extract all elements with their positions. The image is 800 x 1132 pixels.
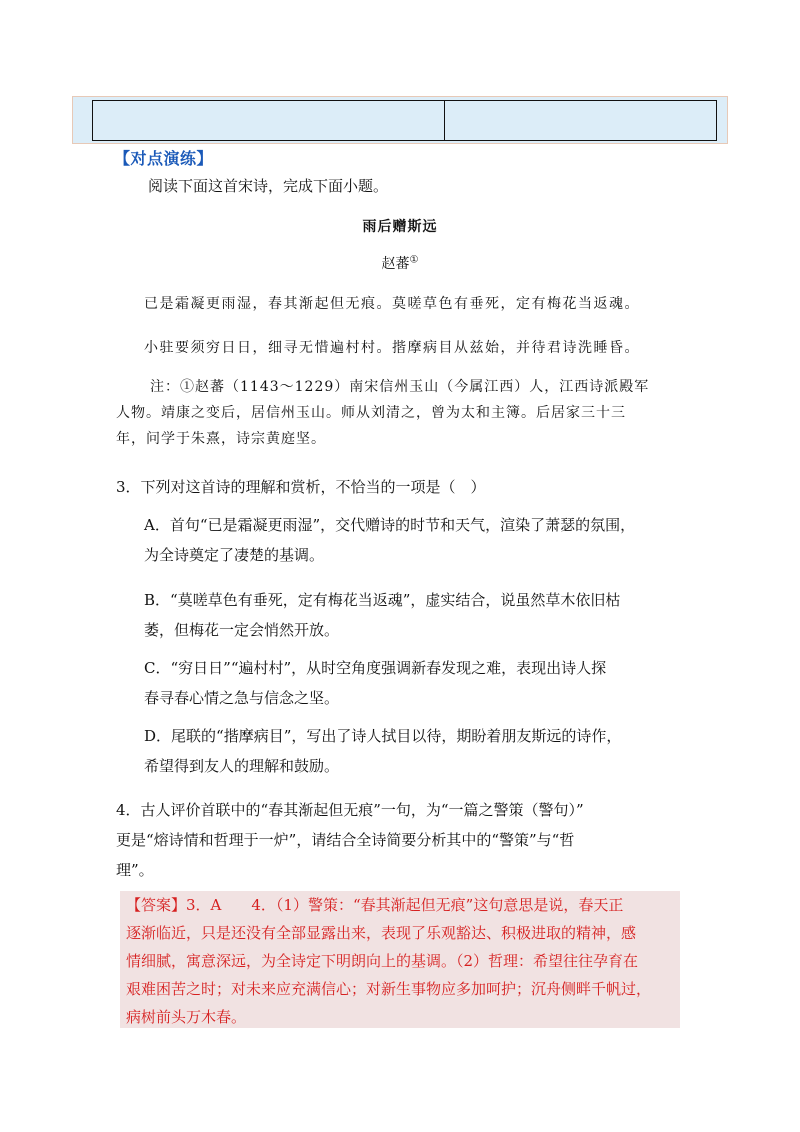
option-d-line-2: 希望得到友人的理解和鼓励。 (144, 757, 340, 775)
poem-note-line-3: 年，问学于朱熹，诗宗黄庭坚。 (116, 431, 326, 447)
question-4 (116, 795, 676, 885)
question-4-line-2: 更是“熔诗情和哲理于一炉”，请结合全诗简要分析其中的“警策”与“哲 (116, 831, 575, 849)
answer-line-3: 情细腻，寓意深远，为全诗定下明朗向上的基调。（2）哲理：希望往往孕育在 (126, 952, 639, 970)
author-note-mark: ① (409, 254, 419, 266)
option-d (144, 721, 664, 781)
top-table-cell-left (93, 101, 445, 140)
option-c (144, 653, 664, 713)
answer-box (120, 891, 680, 1028)
poem-author (0, 253, 800, 273)
poem-note-line-2: 人物。靖康之变后，居信州玉山。师从刘清之，曾为太和主簿。后居家三十三 (116, 405, 626, 421)
question-4-line-3: 理”。 (116, 861, 154, 879)
option-a-line-1: A．首句“已是霜凝更雨湿”，交代赠诗的时节和天气，渲染了萧瑟的氛围， (144, 516, 636, 534)
top-table (92, 100, 717, 141)
option-b-line-1: B．“莫嗟草色有垂死，定有梅花当返魂”，虚实结合，说虽然草木依旧枯 (144, 591, 621, 609)
option-b (144, 585, 664, 645)
poem-author-name: 赵蕃 (381, 256, 410, 272)
poem-line-2: 小驻要须穷日日，细寻无惜遍村村。揩摩病目从兹始，并待君诗洗睡昏。 (144, 340, 640, 356)
question-3-stem: 3．下列对这首诗的理解和赏析，不恰当的一项是（ ） (116, 478, 486, 496)
option-a-line-2: 为全诗奠定了凄楚的基调。 (144, 546, 325, 564)
poem-note-line-1: 注：①赵蕃（1143～1229）南宋信州玉山（今属江西）人，江西诗派殿军 (150, 379, 650, 395)
answer-line-2: 逐渐临近，只是还没有全部显露出来，表现了乐观豁达、积极进取的精神，感 (126, 924, 637, 942)
poem-note (116, 374, 696, 452)
answer-line-1 (126, 891, 680, 919)
poem-line-1: 已是霜凝更雨湿，春其渐起但无痕。莫嗟草色有垂死，定有梅花当返魂。 (144, 296, 640, 312)
poem-title: 雨后赠斯远 (362, 219, 438, 235)
answer-line-1-text: 3．A 4．（1）警策：“春其渐起但无痕”这句意思是说，春天正 (186, 896, 624, 914)
instruction-text: 阅读下面这首宋诗，完成下面小题。 (148, 177, 389, 195)
answer-line-4: 艰难困苦之时；对未来应充满信心；对新生事物应多加呵护；沉舟侧畔千帆过， (126, 980, 652, 998)
option-c-line-1: C．“穷日日”“遍村村”，从时空角度强调新春发现之难，表现出诗人探 (144, 659, 607, 677)
option-a (144, 510, 664, 570)
option-c-line-2: 春寻春心情之急与信念之坚。 (144, 689, 340, 707)
answer-line-5: 病树前头万木春。 (126, 1008, 247, 1026)
answer-label: 【答案】 (126, 896, 187, 914)
question-4-line-1: 4．古人评价首联中的“春其渐起但无痕”一句，为“一篇之警策（警句）” (116, 801, 584, 819)
top-table-cell-right (445, 101, 716, 140)
option-d-line-1: D．尾联的“揩摩病目”，写出了诗人拭目以待，期盼着朋友斯远的诗作， (144, 727, 622, 745)
section-label: 【对点演练】 (114, 149, 214, 168)
option-b-line-2: 萎，但梅花一定会悄然开放。 (144, 621, 340, 639)
